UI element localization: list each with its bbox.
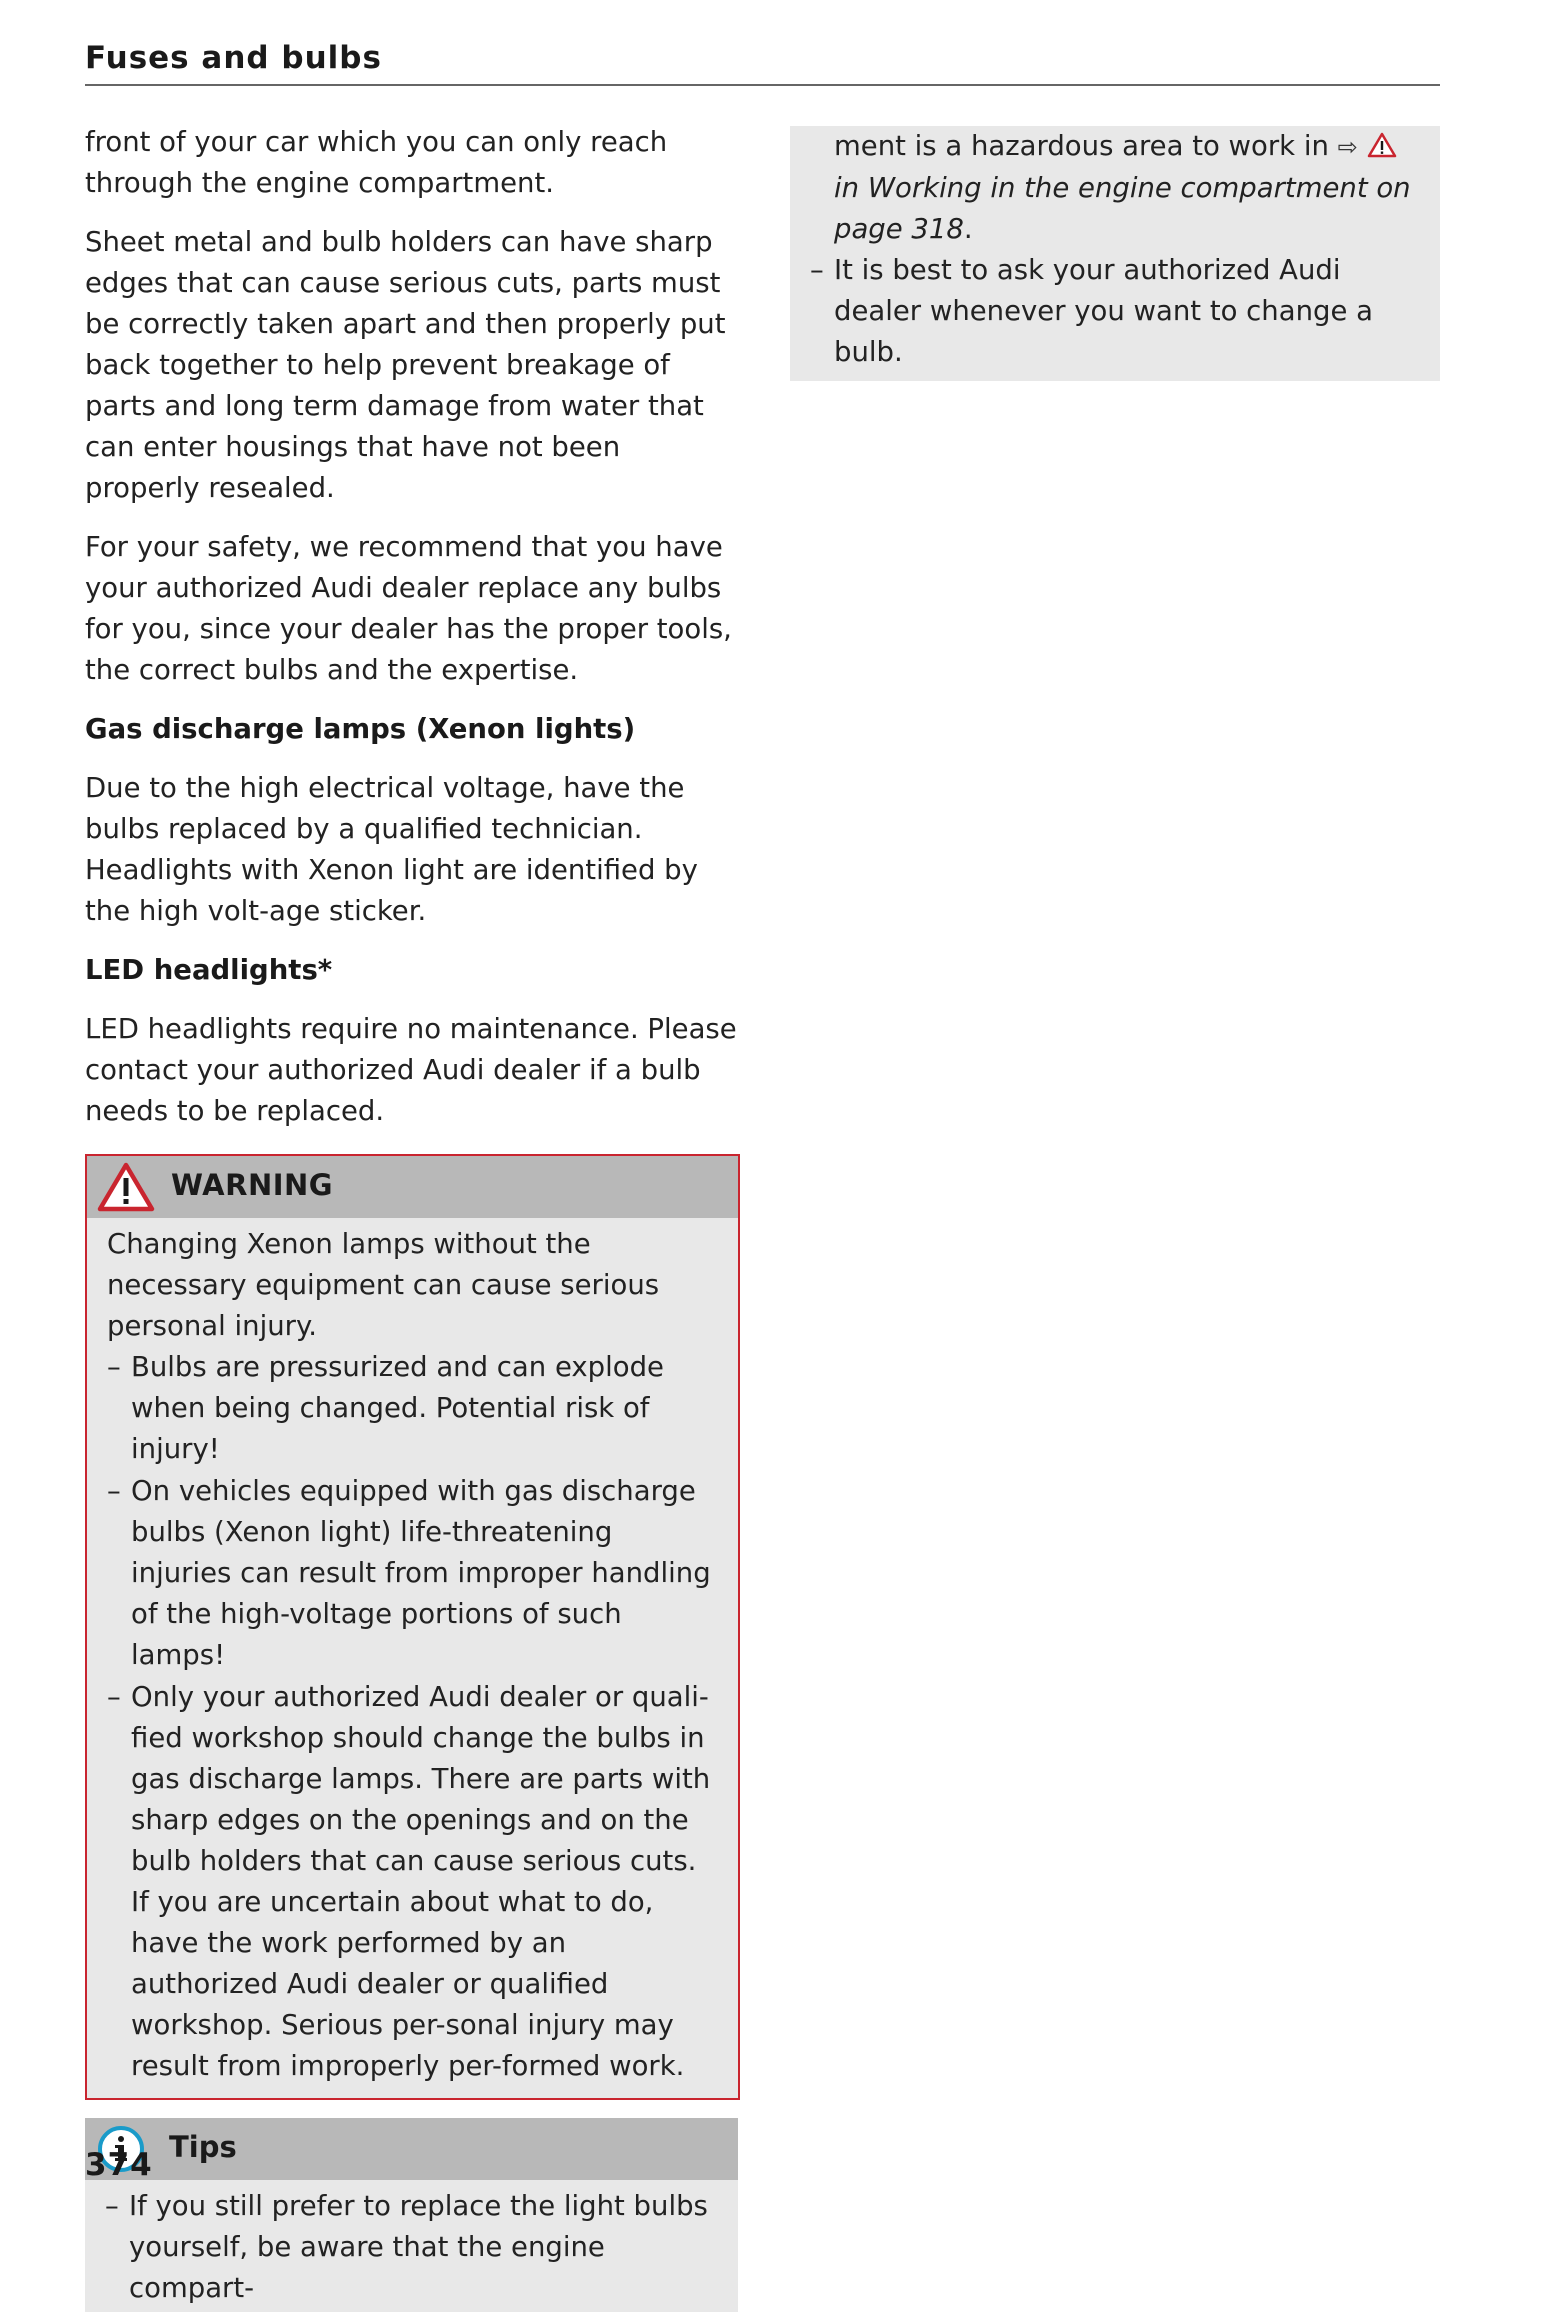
arrow-right-icon: ⇨	[1337, 133, 1358, 161]
tips-list-continued	[810, 250, 1420, 373]
paragraph-safety: For your safety, we recommend that you have your authorized Audi dealer replace any bulbs for you, since your dealer has the proper tools, the correct bulbs and the expertise.	[85, 531, 732, 686]
paragraph-xenon: Due to the high electrical voltage, have the bulbs replaced by a qualified technician. Headlights with Xenon light are identified by the high volt-age sticker.	[85, 772, 698, 927]
warning-box	[85, 1154, 740, 2100]
tips-item: – If you still prefer to replace the light bulbs yourself, be aware that the engine compart-	[105, 2186, 718, 2309]
paragraph-sharp-edges: Sheet metal and bulb holders can have sharp edges that can cause serious cuts, parts must be correctly taken apart and then properly put back together to help prevent breakage of parts and long term damage from water that can enter housings that have not been properly resealed.	[85, 226, 726, 504]
warning-list	[107, 1347, 718, 2087]
tips-continuation	[790, 126, 1440, 381]
page-header-title: Fuses and bulbs	[85, 40, 382, 76]
continued-text: ment is a hazardous area to work in	[834, 130, 1329, 162]
tips-item: – It is best to ask your authorized Audi dealer whenever you want to change a bulb.	[810, 250, 1420, 373]
warning-title: WARNING	[171, 1168, 334, 1202]
tips-continued-text	[810, 126, 1420, 250]
reference-in: in	[834, 172, 860, 204]
paragraph-led: LED headlights require no maintenance. Please contact your authorized Audi dealer if a bulb needs to be replaced.	[85, 1013, 737, 1127]
reference-link[interactable]: Working in the engine compartment on page 318	[834, 172, 1411, 245]
warning-triangle-inline-icon	[1367, 132, 1397, 158]
warning-item: – On vehicles equipped with gas discharge bulbs (Xenon light) life-threatening injuries can result from improper handling of the high-voltage portions of such lamps!	[107, 1471, 718, 1676]
tips-body	[85, 2180, 738, 2312]
page-number: 374	[85, 2147, 153, 2183]
warning-header	[87, 1156, 738, 1218]
right-column	[790, 126, 1440, 381]
tips-box	[85, 2118, 738, 2312]
warning-intro: Changing Xenon lamps without the necessary equipment can cause serious personal injury.	[107, 1228, 660, 1342]
tips-list	[105, 2186, 718, 2309]
tips-header	[85, 2118, 738, 2180]
left-column	[85, 122, 740, 2312]
reference-end: .	[963, 213, 973, 245]
header-divider	[85, 84, 1440, 86]
warning-item: – Bulbs are pressurized and can explode when being changed. Potential risk of injury!	[107, 1347, 718, 1470]
tips-title: Tips	[169, 2130, 237, 2164]
warning-body	[87, 1218, 738, 2098]
warning-item: – Only your authorized Audi dealer or quali-fied workshop should change the bulbs in gas discharge lamps. There are parts with sharp edges on the openings and on the bulb holders that can cause serious cuts. If you are uncertain about what to do, have the work performed by an authorized Audi dealer or qualified workshop. Serious per-sonal injury may result from improperly per-formed work.	[107, 1677, 718, 2087]
heading-xenon: Gas discharge lamps (Xenon lights)	[85, 713, 636, 745]
heading-led: LED headlights*	[85, 954, 333, 986]
paragraph-engine-access: front of your car which you can only reach through the engine compartment.	[85, 126, 668, 199]
warning-triangle-icon	[97, 1162, 155, 1212]
